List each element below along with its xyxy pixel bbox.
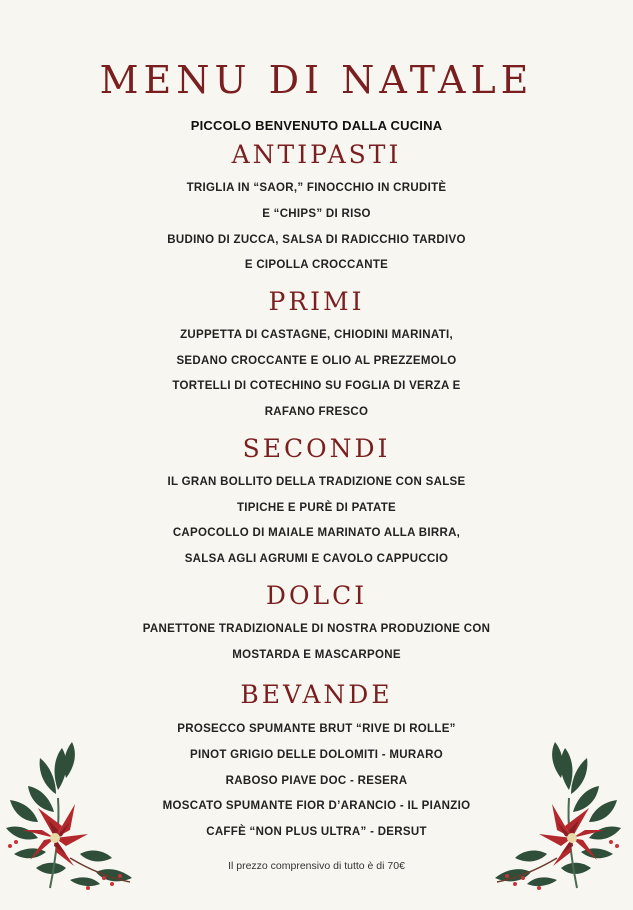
section-title-dolci: DOLCI bbox=[265, 581, 368, 610]
menu-item: TRIGLIA IN “SAOR,” FINOCCHIO IN CRUDITÈ bbox=[186, 182, 447, 194]
poinsettia-icon bbox=[487, 738, 627, 898]
menu-item: PINOT GRIGIO DELLE DOLOMITI - MURARO bbox=[190, 749, 443, 761]
welcome-line: PICCOLO BENVENUTO DALLA CUCINA bbox=[190, 118, 443, 133]
section-title-antipasti: ANTIPASTI bbox=[231, 140, 402, 169]
menu-item: PANETTONE TRADIZIONALE DI NOSTRA PRODUZIONE CON bbox=[142, 623, 491, 635]
menu-item: CAFFÈ “NON PLUS ULTRA” - DERSUT bbox=[206, 826, 427, 838]
section-title-bevande: BEVANDE bbox=[240, 680, 393, 709]
menu-item: BUDINO DI ZUCCA, SALSA DI RADICCHIO TARDIVO bbox=[167, 234, 466, 246]
menu-item: IL GRAN BOLLITO DELLA TRADIZIONE CON SALSE bbox=[167, 476, 466, 488]
menu-item: E CIPOLLA CROCCANTE bbox=[244, 259, 389, 271]
poinsettia-icon bbox=[0, 738, 140, 898]
menu-item: RABOSO PIAVE DOC - RESERA bbox=[225, 775, 408, 787]
menu-item: MOSCATO SPUMANTE FIOR D’ARANCIO - IL PIANZIO bbox=[162, 800, 471, 812]
menu-item: SEDANO CROCCANTE E OLIO AL PREZZEMOLO bbox=[176, 355, 457, 367]
menu-item: MOSTARDA E MASCARPONE bbox=[232, 649, 401, 661]
menu-item: SALSA AGLI AGRUMI E CAVOLO CAPPUCCIO bbox=[184, 553, 449, 565]
menu-item: TIPICHE E PURÈ DI PATATE bbox=[236, 502, 397, 514]
menu-item: CAPOCOLLO DI MAIALE MARINATO ALLA BIRRA, bbox=[172, 527, 461, 539]
section-title-secondi: SECONDI bbox=[242, 434, 391, 463]
menu-item: TORTELLI DI COTECHINO SU FOGLIA DI VERZA E bbox=[172, 380, 461, 392]
menu-item: PROSECCO SPUMANTE BRUT “RIVE DI ROLLE” bbox=[177, 723, 456, 735]
section-title-primi: PRIMI bbox=[268, 287, 365, 316]
menu-item: RAFANO FRESCO bbox=[264, 406, 369, 418]
menu-title: MENU DI NATALE bbox=[99, 58, 534, 102]
price-note: Il prezzo comprensivo di tutto è di 70€ bbox=[228, 860, 405, 872]
menu-item: E “CHIPS” DI RISO bbox=[262, 208, 371, 220]
menu-item: ZUPPETTA DI CASTAGNE, CHIODINI MARINATI, bbox=[180, 329, 453, 341]
